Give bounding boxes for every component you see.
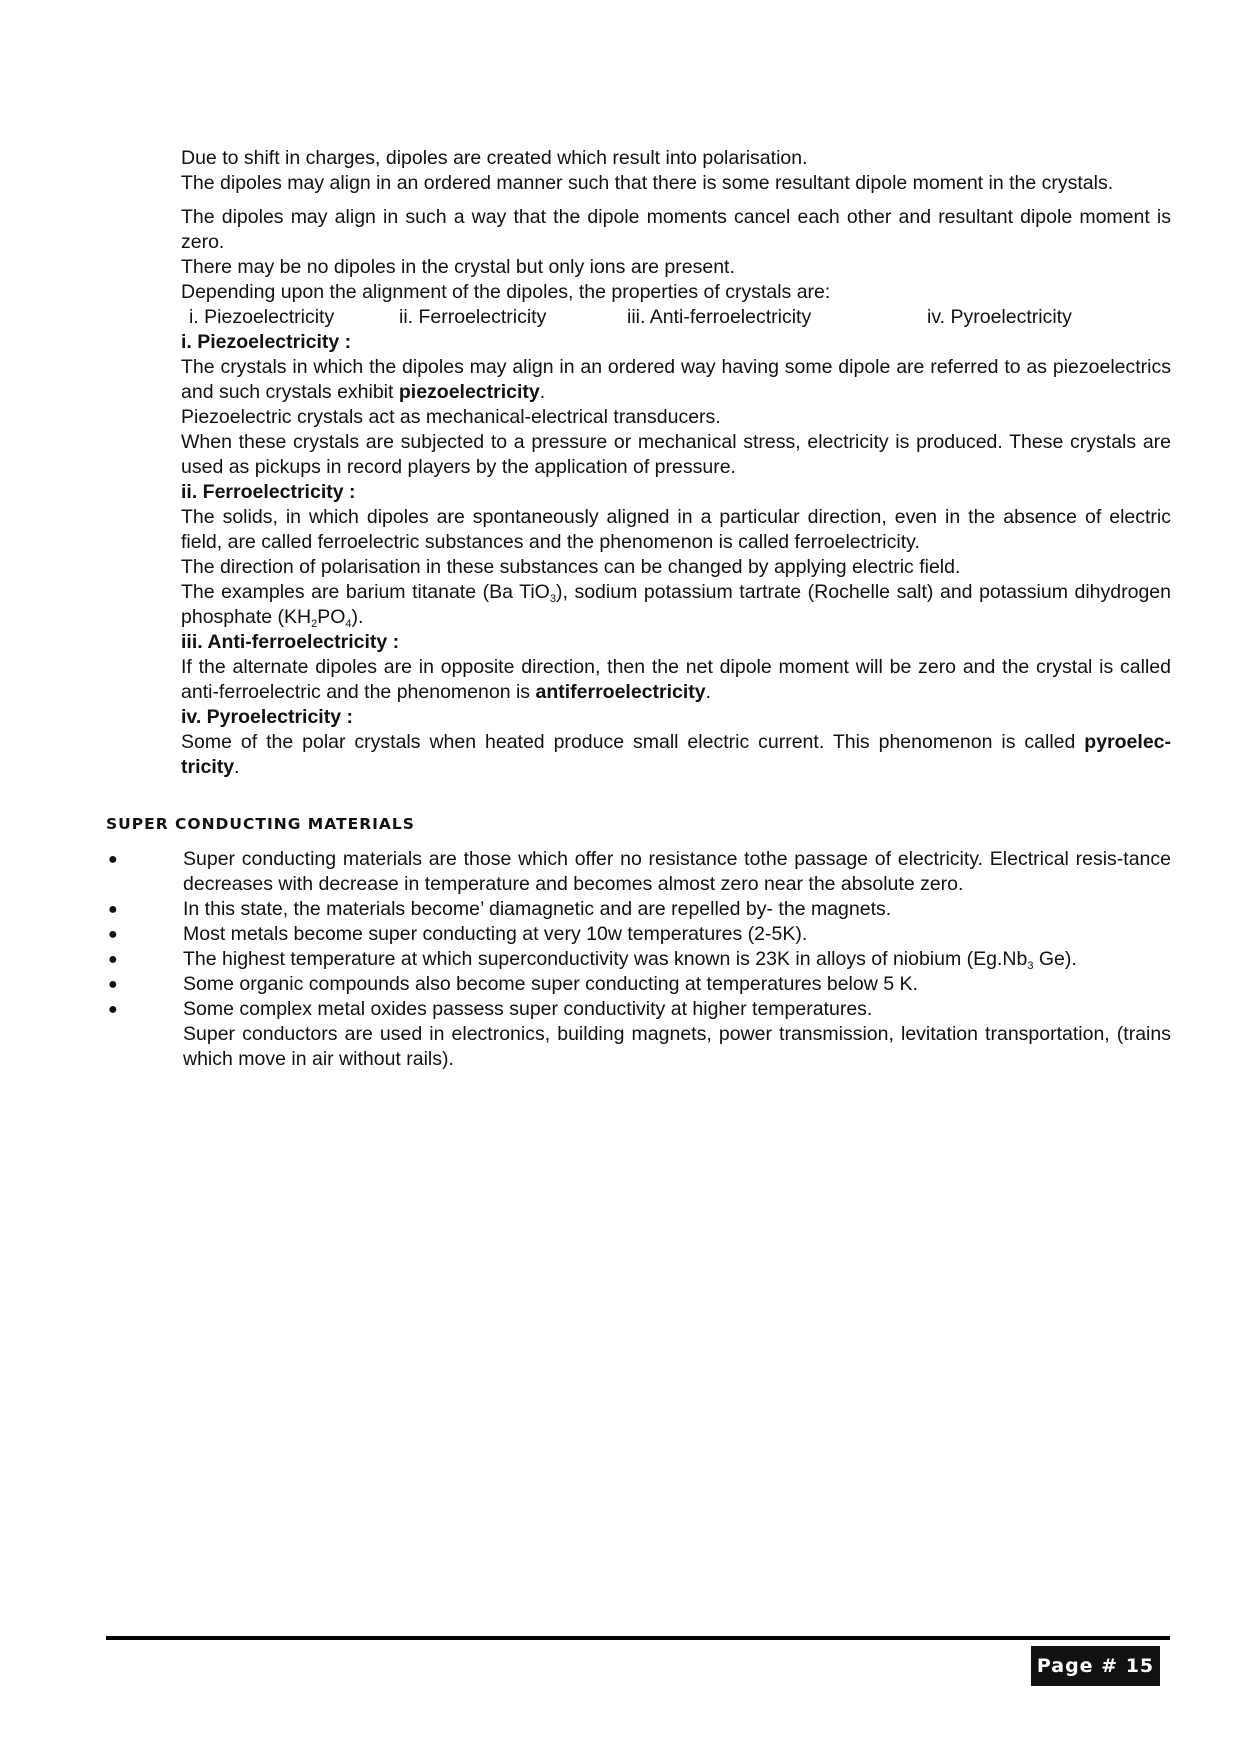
properties-list xyxy=(181,305,1171,330)
piezo-term: piezoelectricity xyxy=(398,381,540,403)
bullet-icon: ● xyxy=(108,976,118,993)
main-content xyxy=(181,146,1171,780)
ferro-paragraph-1: The solids, in which dipoles are spontaneously aligned in a particular direction, even in the absence of electric field, are called ferroelectric substances and the phenomenon is called ferroelectricity. xyxy=(181,506,1171,553)
pyro-term: pyroelec-tricity xyxy=(181,731,1171,778)
closing-paragraph: Super conductors are used in electronics, building magnets, power transmission, levitation transportation, (trains which move in air without rails). xyxy=(183,1023,1171,1070)
ferro-sub-1: 3 xyxy=(549,593,556,605)
piezo-text: The crystals in which the dipoles may align in an ordered way having some dipole are referred to as piezoelectrics and such crystals exhibit xyxy=(181,356,1171,403)
footer-divider xyxy=(106,1636,1170,1640)
bullet-icon: ● xyxy=(108,851,118,868)
piezo-heading: i. Piezoelectricity : xyxy=(181,331,352,353)
bullet-icon: ● xyxy=(108,901,118,918)
ferro-text-b: ), sodium potassium tartrate (Rochelle salt) and potassium dihydrogen phosphate (KH xyxy=(181,581,1171,628)
antiferro-text: If the alternate dipoles are in opposite direction, then the net dipole moment will be zero and the crystal is called anti-ferroelectric and the phenomenon is xyxy=(181,656,1171,703)
property-piezo: i. Piezoelectricity xyxy=(189,306,335,328)
piezo-paragraph-1 xyxy=(181,355,1171,405)
list-item xyxy=(106,947,1171,972)
ferro-sub-3: 4 xyxy=(345,618,352,630)
list-item-continuation xyxy=(106,1022,1171,1072)
ferro-paragraph-3 xyxy=(181,580,1171,630)
page-number-badge: Page # 15 xyxy=(1031,1646,1160,1686)
list-item xyxy=(106,972,1171,997)
pyro-paragraph-1 xyxy=(181,730,1171,780)
section-title: SUPER CONDUCTING MATERIALS xyxy=(106,815,415,833)
ferro-heading: ii. Ferroelectricity : xyxy=(181,481,356,503)
list-item xyxy=(106,847,1171,897)
superconducting-list xyxy=(106,847,1171,1072)
ferro-sub-2: 2 xyxy=(311,618,318,630)
list-item-text-a: The highest temperature at which superconductivity was known is 23K in alloys of niobium (Eg.Nb xyxy=(183,948,1028,970)
piezo-paragraph-2: Piezoelectric crystals act as mechanical-electrical transducers. xyxy=(181,406,721,428)
list-item-sub: 3 xyxy=(1027,960,1034,972)
ferro-paragraph-2: The direction of polarisation in these substances can be changed by applying electric field. xyxy=(181,556,961,578)
ferro-text-c: PO xyxy=(317,606,346,628)
antiferro-paragraph-1 xyxy=(181,655,1171,705)
intro-line-2: The dipoles may align in an ordered manner such that there is some resultant dipole moment in the crystals. xyxy=(181,172,1114,194)
list-item-text: Super conducting materials are those which offer no resistance tothe passage of electricity. Electrical resis-tance decreases with decrease in temperature and becomes almost zero near the absolute zero. xyxy=(183,848,1171,895)
list-item-text xyxy=(183,947,1171,972)
bullet-icon: ● xyxy=(108,1001,118,1018)
list-item xyxy=(106,897,1171,922)
piezo-paragraph-3: When these crystals are subjected to a pressure or mechanical stress, electricity is produced. These crystals are used as pickups in record players by the application of pressure. xyxy=(181,431,1171,478)
intro-line-4: There may be no dipoles in the crystal but only ions are present. xyxy=(181,256,735,278)
list-item xyxy=(106,997,1171,1022)
property-pyro: iv. Pyroelectricity xyxy=(927,306,1072,328)
piezo-period: . xyxy=(539,381,546,403)
pyro-heading: iv. Pyroelectricity : xyxy=(181,706,353,728)
list-item-text-b: Ge). xyxy=(1033,948,1077,970)
property-ferro: ii. Ferroelectricity xyxy=(399,306,547,328)
pyro-text: Some of the polar crystals when heated produce small electric current. This phenomenon is called xyxy=(181,731,1085,753)
bullet-icon: ● xyxy=(108,951,118,968)
list-item-text: In this state, the materials become’ diamagnetic and are repelled by- the magnets. xyxy=(183,898,892,920)
list-item-text: Most metals become super conducting at very 10w temperatures (2-5K). xyxy=(183,923,808,945)
list-item xyxy=(106,922,1171,947)
antiferro-period: . xyxy=(705,681,712,703)
intro-paragraph-3: The dipoles may align in such a way that the dipole moments cancel each other and resultant dipole moment is zero. xyxy=(181,206,1171,253)
ferro-text-a: The examples are barium titanate (Ba TiO xyxy=(181,581,550,603)
intro-line-1: Due to shift in charges, dipoles are created which result into polarisation. xyxy=(181,147,808,169)
intro-line-5: Depending upon the alignment of the dipoles, the properties of crystals are: xyxy=(181,281,831,303)
list-item-text: Some organic compounds also become super conducting at temperatures below 5 K. xyxy=(183,973,918,995)
pyro-period: . xyxy=(234,756,240,778)
antiferro-term: antiferroelectricity xyxy=(535,681,706,703)
property-antiferro: iii. Anti-ferroelectricity xyxy=(627,306,812,328)
ferro-text-d: ). xyxy=(351,606,364,628)
bullet-icon: ● xyxy=(108,926,118,943)
antiferro-heading: iii. Anti-ferroelectricity : xyxy=(181,631,400,653)
list-item-text: Some complex metal oxides passess super conductivity at higher temperatures. xyxy=(183,998,873,1020)
